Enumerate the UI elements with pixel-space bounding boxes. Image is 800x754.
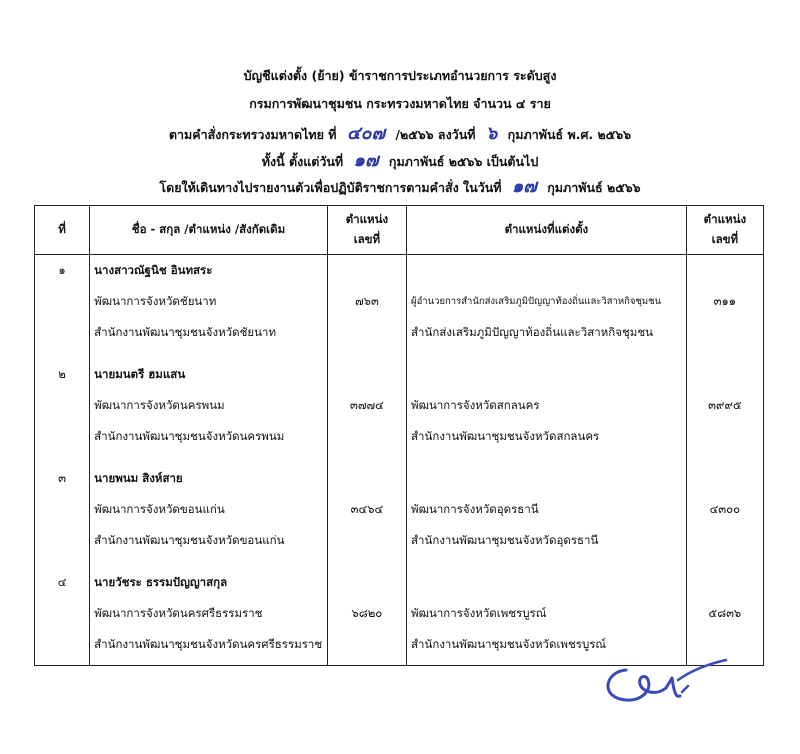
new-position-number: ๕๘๓๖ (708, 606, 742, 620)
table-header-row (35, 206, 764, 255)
old-position: พัฒนาการจังหวัดนครพนม (94, 398, 225, 412)
old-office: สำนักงานพัฒนาชุมชนจังหวัดนครพนม (94, 429, 285, 443)
row-no: ๒ (58, 367, 66, 381)
old-position-number: ๗๖๓ (355, 294, 379, 308)
old-office: สำนักงานพัฒนาชุมชนจังหวัดขอนแก่น (94, 533, 285, 547)
report-prefix: โดยให้เดินทางไปรายงานตัวเพื่อปฏิบัติราชการตามคำสั่ง ในวันที่ (159, 180, 502, 195)
old-office: สำนักงานพัฒนาชุมชนจังหวัดนครศรีธรรมราช (94, 637, 323, 651)
header-department: กรมการพัฒนาชุมชน กระทรวงมหาดไทย จำนวน ๔ ราย (249, 96, 551, 111)
person-name: นายมนตรี ฮมแสน (94, 367, 186, 381)
header-report-line (0, 171, 800, 200)
new-position: ผู้อำนวยการสำนักส่งเสริมภูมิปัญญาท้องถิ่นและวิสาหกิจชุมชน (411, 296, 662, 307)
old-office: สำนักงานพัฒนาชุมชนจังหวัดชัยนาท (94, 325, 277, 339)
new-position-number: ๓๑๑ (713, 294, 737, 308)
header-name: ชื่อ - สกุล /ตำแหน่ง /สังกัดเดิม (90, 206, 328, 255)
new-position: พัฒนาการจังหวัดสกลนคร (411, 398, 540, 412)
effective-prefix: ทั้งนี้ ตั้งแต่วันที่ (261, 154, 344, 169)
order-number-handwritten: ๔๐๗ (346, 123, 386, 144)
table-row (35, 255, 764, 360)
order-middle: /๒๕๖๖ ลงวันที่ (395, 127, 476, 142)
table-row (35, 567, 764, 666)
order-day-handwritten: ๖ (485, 123, 498, 144)
new-office: สำนักงานพัฒนาชุมชนจังหวัดสกลนคร (411, 429, 600, 443)
report-suffix: กุมภาพันธ์ ๒๕๖๖ (547, 180, 641, 195)
row-no: ๑ (58, 263, 66, 277)
header-no: ที่ (35, 206, 90, 255)
old-position: พัฒนาการจังหวัดนครศรีธรรมราช (94, 606, 263, 620)
old-position-number: ๖๘๒๐ (351, 606, 383, 620)
old-position: พัฒนาการจังหวัดขอนแก่น (94, 502, 225, 516)
new-position: พัฒนาการจังหวัดอุดรธานี (411, 502, 539, 516)
new-office: สำนักงานพัฒนาชุมชนจังหวัดเพชรบูรณ์ (411, 637, 607, 651)
row-no: ๔ (57, 575, 67, 589)
order-prefix: ตามคำสั่งกระทรวงมหาดไทย ที่ (168, 127, 337, 142)
new-position-number: ๓๙๙๕ (708, 398, 742, 412)
report-day-handwritten: ๑๗ (511, 176, 537, 197)
header-order-line (0, 118, 800, 147)
person-name: นายพนม สิงห์สาย (94, 471, 183, 485)
new-office: สำนักส่งเสริมภูมิปัญญาท้องถิ่นและวิสาหกิจชุมชน (411, 325, 654, 339)
effective-suffix: กุมภาพันธ์ ๒๕๖๖ เป็นต้นไป (388, 154, 539, 169)
table-row (35, 463, 764, 567)
header-new-pos-sublabel: เลขที่ (711, 232, 739, 246)
header-new-position-number (686, 206, 763, 255)
person-name: นายวัชระ ธรรมปัญญาสกุล (94, 575, 228, 589)
header-old-pos-label: ตำแหน่ง (345, 212, 389, 227)
old-position: พัฒนาการจังหวัดชัยนาท (94, 294, 217, 308)
header-old-position-number (327, 206, 406, 255)
table-row (35, 359, 764, 463)
old-position-number: ๓๔๖๔ (350, 502, 384, 516)
new-position: พัฒนาการจังหวัดเพชรบูรณ์ (411, 606, 547, 620)
person-name: นางสาวณัฐนิช อินทสระ (94, 263, 213, 277)
header-title: บัญชีแต่งตั้ง (ย้าย) ข้าราชการประเภทอำนวยการ ระดับสูง (243, 68, 557, 83)
new-position-number: ๔๓๐๐ (709, 502, 741, 516)
old-position-number: ๓๗๗๔ (349, 398, 384, 412)
effective-day-handwritten: ๑๗ (353, 150, 379, 171)
header-effective-line (0, 145, 800, 174)
order-suffix: กุมภาพันธ์ พ.ศ. ๒๕๖๖ (507, 127, 632, 142)
new-office: สำนักงานพัฒนาชุมชนจังหวัดอุดรธานี (411, 533, 599, 547)
header-new-position: ตำแหน่งที่แต่งตั้ง (407, 206, 687, 255)
row-no: ๓ (58, 471, 66, 485)
appointment-table (34, 205, 764, 666)
signature-icon (596, 652, 732, 712)
header-new-pos-label: ตำแหน่ง (703, 212, 747, 227)
header-old-pos-sublabel: เลขที่ (353, 232, 381, 246)
